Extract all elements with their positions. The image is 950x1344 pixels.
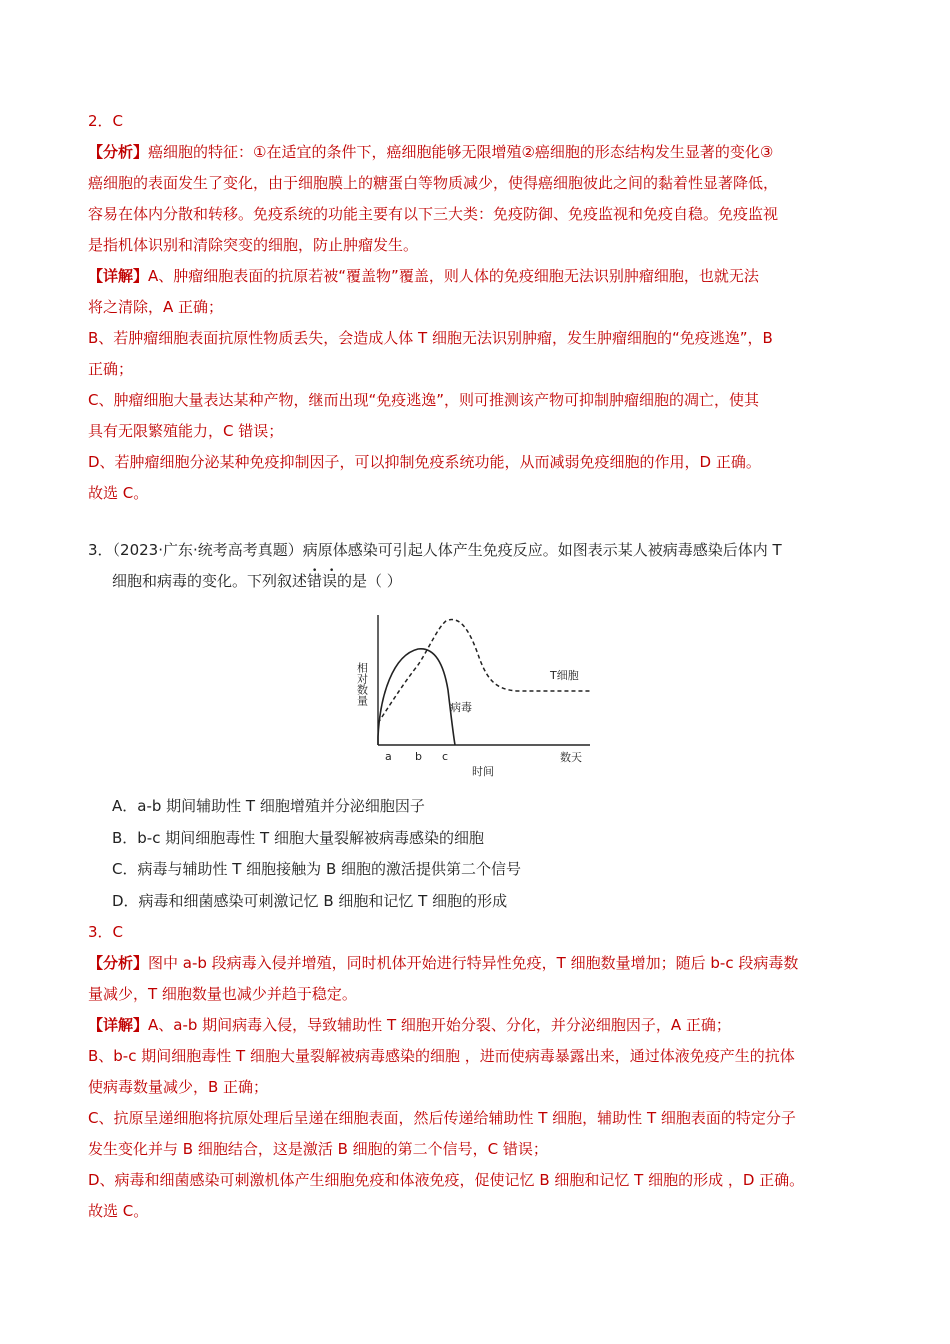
- q2-detail-line-6: 具有无限繁殖能力，C 错误；: [88, 422, 284, 440]
- virus-label: 病毒: [450, 701, 472, 714]
- q2-analysis-line-1: 【分析】癌细胞的特征：①在适宜的条件下，癌细胞能够无限增殖②癌细胞的形态结构发生显著的变化③: [88, 143, 774, 161]
- q3-detail-line-2: B、b-c 期间细胞毒性 T 细胞大量裂解被病毒感染的细胞 ，进而使病毒暴露出来，通过体液免疫产生的抗体: [88, 1047, 795, 1065]
- q3-answer: 3．C: [88, 923, 124, 941]
- q3-option-d: D．病毒和细菌感染可刺激记忆 B 细胞和记忆 T 细胞的形成: [112, 891, 508, 910]
- q3-detail-line-6: D、病毒和细菌感染可刺激机体产生细胞免疫和体液免疫，促使记忆 B 细胞和记忆 T 细胞的形成 ，D 正确。: [88, 1171, 805, 1189]
- q2-detail-line-3: B、若肿瘤细胞表面抗原性物质丢失，会造成人体 T 细胞无法识别肿瘤，发生肿瘤细胞的“免疫逃逸”，B: [88, 329, 773, 347]
- q3-conclusion: 故选 C。: [88, 1202, 149, 1220]
- q3-detail-line-4: C、抗原呈递细胞将抗原处理后呈递在细胞表面，然后传递给辅助性 T 细胞，辅助性 T 细胞表面的特定分子: [88, 1109, 796, 1127]
- q2-conclusion: 故选 C。: [88, 484, 149, 502]
- t-cell-label: T细胞: [550, 669, 579, 682]
- document-page: [88, 106, 878, 1227]
- q3-stem-line-2: 细胞和病毒的变化。下列叙述错误 • •的是（ ）: [88, 566, 878, 597]
- x-axis-label: 时间: [472, 765, 494, 778]
- q3-detail-line-5: 发生变化并与 B 细胞结合，这是激活 B 细胞的第二个信号，C 错误；: [88, 1140, 548, 1158]
- t-cell-virus-graph: [355, 605, 598, 785]
- q2-answer: 2．C: [88, 112, 124, 130]
- q3-number: 3．: [88, 541, 113, 559]
- q3-detail-label: 【详解】: [88, 1016, 149, 1034]
- q2-analysis-label: 【分析】: [88, 143, 149, 161]
- q2-detail-line-4: 正确；: [88, 360, 134, 378]
- q2-detail-line-7: D、若肿瘤细胞分泌某种免疫抑制因子，可以抑制免疫系统功能，从而减弱免疫细胞的作用，D 正确。: [88, 453, 761, 471]
- q2-detail-line-1: 【详解】A、肿瘤细胞表面的抗原若被“覆盖物”覆盖，则人体的免疫细胞无法识别肿瘤细胞，也就无法: [88, 267, 759, 285]
- q3-analysis-line-2: 量减少，T 细胞数量也减少并趋于稳定。: [88, 985, 357, 1003]
- q3-stem-line-1: 3．（2023·广东·统考高考真题）病原体感染可引起人体产生免疫反应。如图表示某人被病毒感染后体内 T: [88, 541, 782, 559]
- y-axis-label: 相对数量: [355, 662, 369, 706]
- q3-detail-line-3: 使病毒数量减少，B 正确；: [88, 1078, 269, 1096]
- q2-detail-line-2: 将之清除，A 正确；: [88, 298, 224, 316]
- q2-analysis-line-4: 是指机体识别和清除突变的细胞，防止肿瘤发生。: [88, 236, 419, 254]
- q3-detail-line-1: 【详解】A、a-b 期间病毒入侵，导致辅助性 T 细胞开始分裂、分化，并分泌细胞因子，A 正确；: [88, 1016, 731, 1034]
- q2-analysis-line-3: 容易在体内分散和转移。免疫系统的功能主要有以下三大类：免疫防御、免疫监视和免疫自稳。免疫监视: [88, 205, 779, 223]
- q2-detail-label: 【详解】: [88, 267, 149, 285]
- q3-analysis-line-1: 【分析】图中 a-b 段病毒入侵并增殖，同时机体开始进行特异性免疫，T 细胞数量增加；随后 b-c 段病毒数: [88, 954, 799, 972]
- q3-analysis-label: 【分析】: [88, 954, 149, 972]
- virus-curve: [378, 649, 455, 745]
- q2-detail-line-5: C、肿瘤细胞大量表达某种产物，继而出现“免疫逃逸”，则可推测该产物可抑制肿瘤细胞的凋亡，使其: [88, 391, 760, 409]
- tick-a: a: [385, 750, 392, 763]
- tick-c: c: [442, 750, 449, 763]
- q3-option-c: C．病毒与辅助性 T 细胞接触为 B 细胞的激活提供第二个信号: [112, 860, 522, 878]
- x-unit-label: 数天: [560, 751, 582, 764]
- q3-option-a: A．a-b 期间辅助性 T 细胞增殖并分泌细胞因子: [112, 797, 425, 815]
- tick-b: b: [415, 750, 422, 763]
- emphasized-word: 错误 • •: [307, 572, 337, 590]
- q2-analysis-line-2: 癌细胞的表面发生了变化，由于细胞膜上的糖蛋白等物质减少，使得癌细胞彼此之间的黏着性显著降低，: [88, 174, 779, 192]
- graph-svg: [355, 605, 598, 785]
- q3-option-b: B．b-c 期间细胞毒性 T 细胞大量裂解被病毒感染的细胞: [112, 828, 484, 847]
